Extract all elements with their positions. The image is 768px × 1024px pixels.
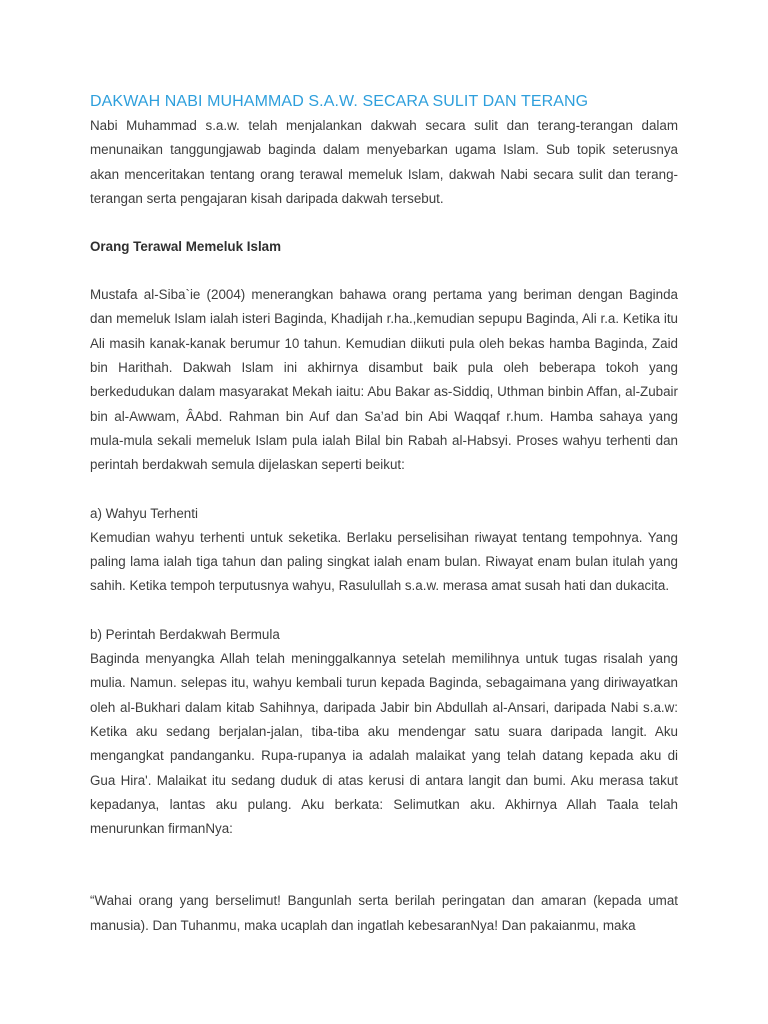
spacer (90, 478, 678, 502)
document-page (90, 90, 678, 938)
spacer (90, 211, 678, 235)
preaching-begins-paragraph: Baginda menyangka Allah telah meninggalkannya setelah memilihnya untuk tugas risalah yang mulia. Namun. selepas itu, wahyu kembali turun kepada Baginda, sebagaimana yang diriwayatkan oleh al-Bukhari dalam kitab Sahihnya, daripada Jabir bin Abdullah al-Ansari, daripada Nabi s.a.w: Ketika aku sedang berjalan-jalan, tiba-tiba aku mendengar satu suara daripada langit. Aku mengangkat pandanganku. Rupa-rupanya ia adalah malaikat yang telah datang kepada aku di Gua Hira'. Malaikat itu sedang duduk di atas kerusi di antara langit dan bumi. Aku merasa takut kepadanya, lantas aku pulang. Aku berkata: Selimutkan aku. Akhirnya Allah Taala telah menurunkan firmanNya: (90, 651, 678, 837)
spacer (90, 599, 678, 623)
first-converts-paragraph: Mustafa al-Siba`ie (2004) menerangkan bahawa orang pertama yang beriman dengan Baginda dan memeluk Islam ialah isteri Baginda, Khadijah r.ha.,kemudian sepupu Baginda, Ali r.a. Ketika itu Ali masih kanak-kanak berumur 10 tahun. Kemudian diikuti pula oleh bekas hamba Baginda, Zaid bin Harithah. Dakwah Islam ini akhirnya disambut baik pula oleh beberapa tokoh yang berkedudukan dalam masyarakat Mekah iaitu: Abu Bakar as-Siddiq, Uthman binbin Affan, al-Zubair bin al-Awwam, ÂAbd. Rahman bin Auf dan Sa’ad bin Abi Waqqaf r.hum. Hamba sahaya yang mula-mula sekali memeluk Islam pula ialah Bilal bin Rabah al-Habsyi. Proses wahyu terhenti dan perintah berdakwah semula dijelaskan seperti beikut: (90, 287, 678, 473)
spacer (90, 259, 678, 283)
document-title: DAKWAH NABI MUHAMMAD S.A.W. SECARA SULIT DAN TERANG (90, 93, 589, 110)
intro-paragraph: Nabi Muhammad s.a.w. telah menjalankan dakwah secara sulit dan terang-terangan dalam menunaikan tanggungjawab baginda dalam menyebarkan ugama Islam. Sub topik seterusnya akan menceritakan tentang orang terawal memeluk Islam, dakwah Nabi secara sulit dan terang-terangan serta pengajaran kisah daripada dakwah tersebut. (90, 118, 678, 206)
quran-quote-paragraph: “Wahai orang yang berselimut! Bangunlah serta berilah peringatan dan amaran (kepada umat manusia). Dan Tuhanmu, maka ucaplah dan ingatlah kebesaranNya! Dan pakaianmu, maka (90, 893, 678, 933)
revelation-paused-paragraph: Kemudian wahyu terhenti untuk seketika. Berlaku perselisihan riwayat tentang tempohnya. Yang paling lama ialah tiga tahun dan paling singkat ialah enam bulan. Riwayat enam bulan itulah yang sahih. Ketika tempoh terputusnya wahyu, Rasulullah s.a.w. merasa amat susah hati dan dukacita. (90, 529, 678, 594)
subsection-label-preaching-begins: b) Perintah Berdakwah Bermula (90, 626, 280, 642)
subsection-label-revelation-paused: a) Wahyu Terhenti (90, 505, 198, 521)
section-heading-first-converts: Orang Terawal Memeluk Islam (90, 239, 282, 255)
spacer (90, 841, 678, 889)
